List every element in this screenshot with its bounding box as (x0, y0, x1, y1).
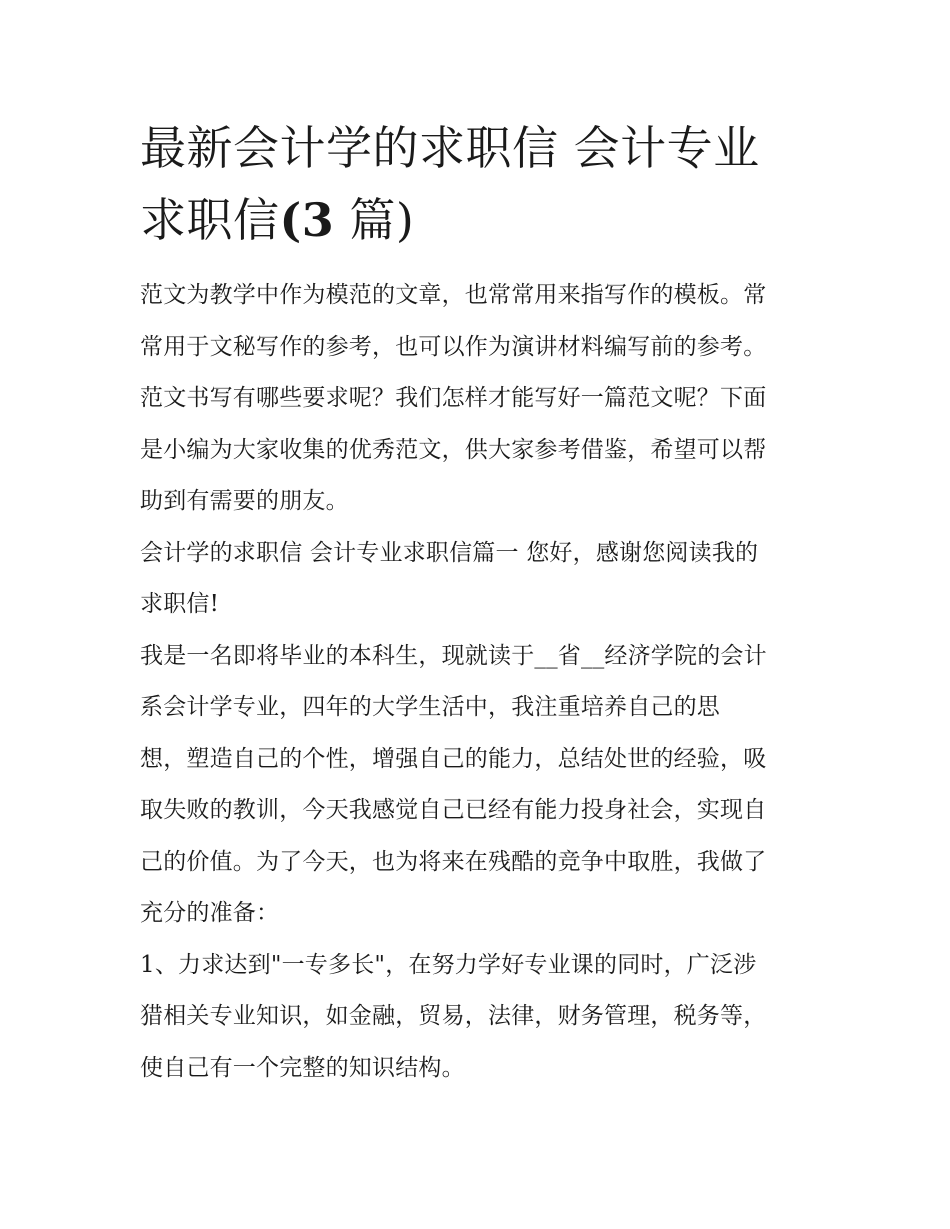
body-line: 使自己有一个完整的知识结构。 (140, 1054, 465, 1081)
body-line: 是小编为大家收集的优秀范文，供大家参考借鉴，希望可以帮 (140, 436, 767, 463)
title-line-2 (140, 184, 820, 256)
document-body (140, 270, 820, 1094)
body-line: 助到有需要的朋友。 (140, 488, 349, 514)
body-line: 1、力求达到"一专多长"，在努力学好专业课的同时，广泛涉 (140, 951, 757, 978)
body-line: 想，塑造自己的个性，增强自己的能力，总结处世的经验，吸 (140, 745, 767, 772)
document-content (140, 112, 820, 1094)
body-line: 猎相关专业知识，如金融，贸易，法律，财务管理，税务等， (140, 1003, 767, 1029)
body-line: 我是一名即将毕业的本科生，现就读于__省__经济学院的会计 (140, 642, 767, 669)
title-text: 求职信 (140, 193, 280, 247)
body-line: 会计学的求职信 会计专业求职信篇一 您好，感谢您阅读我的 (140, 539, 759, 566)
title-text: 最新会计学的求职信 会计专业 (140, 121, 760, 175)
body-line: 求职信! (140, 591, 220, 617)
body-line: 范文书写有哪些要求呢？我们怎样才能写好一篇范文呢？下面 (140, 385, 767, 411)
body-line: 系会计学专业，四年的大学生活中，我注重培养自己的思 (140, 694, 720, 720)
page-title (140, 112, 820, 256)
body-line: 取失败的教训，今天我感觉自己已经有能力投身社会，实现自 (140, 797, 767, 823)
body-line: 常用于文秘写作的参考，也可以作为演讲材料编写前的参考。 (140, 333, 767, 360)
body-line: 范文为教学中作为模范的文章，也常常用来指写作的模板。常 (140, 282, 767, 308)
title-number: (3 (279, 193, 335, 247)
body-line: 充分的准备： (140, 900, 280, 926)
title-text-end: 篇) (334, 193, 415, 247)
title-line-1 (140, 112, 820, 184)
body-line: 己的价值。为了今天，也为将来在残酷的竞争中取胜，我做了 (140, 848, 767, 875)
